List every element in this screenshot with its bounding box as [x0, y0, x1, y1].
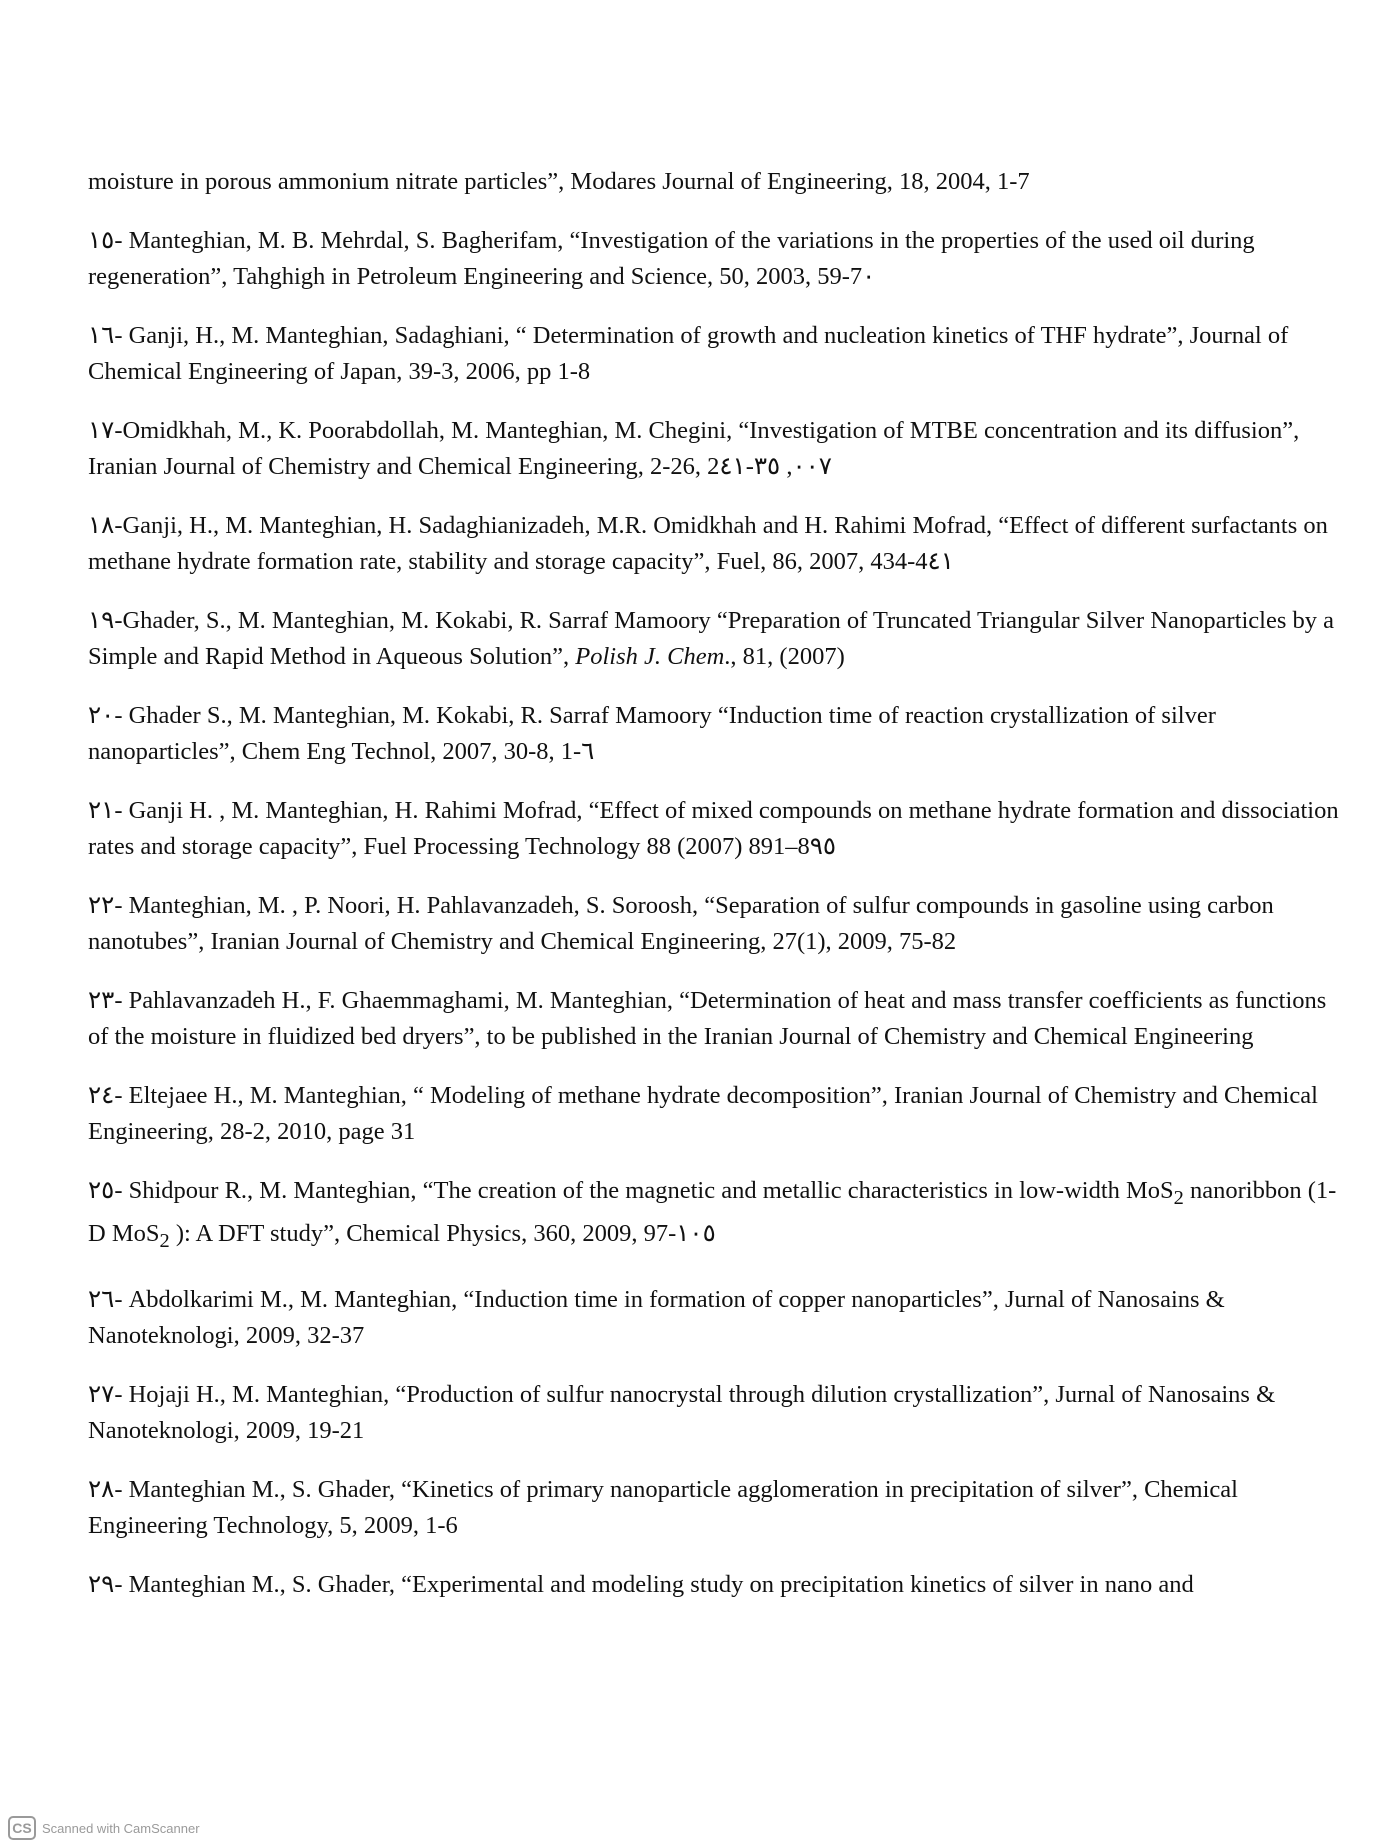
entry-number: ٢١ [88, 797, 115, 824]
entry-number: ١٥ [88, 227, 115, 254]
reference-entry-27 [88, 1377, 1348, 1449]
journal-name-italic: Polish J. Chem [575, 643, 725, 670]
entry-number: ٢٦ [88, 1285, 115, 1313]
subscript-2: 2 [1173, 1186, 1184, 1209]
watermark-text: Scanned with CamScanner [42, 1820, 200, 1836]
entry-text: - Manteghian M., S. Ghader, “Kinetics of primary nanoparticle agglomeration in precipitation of silver”, Chemical Engineering Technology, 5, 2009, 1-6 [88, 1475, 1238, 1539]
entry-text: -Ghader, S., M. Manteghian, M. Kokabi, R. Sarraf Mamoory “Preparation of Truncated Triangular Silver Nanoparticles by a Simple and Rapid Method in Aqueous Solution”, [88, 607, 1335, 670]
entry-text-mid: nanoribbon (1-D MoS [88, 1177, 1337, 1247]
camscanner-logo-icon: CS [8, 1816, 36, 1840]
reference-list [88, 164, 1348, 1626]
subscript-2: 2 [159, 1229, 170, 1252]
entry-text: -Omidkhah, M., K. Poorabdollah, M. Manteghian, M. Chegini, “Investigation of MTBE concentration and its diffusion”, Iranian Journal of Chemistry and Chemical Engineering, 2-26, 2٠٠٧, ٣٥-٤١ [88, 417, 1300, 480]
entry-number: ٢٠ [88, 702, 115, 729]
entry-text: - Manteghian M., S. Ghader, “Experimental and modeling study on precipitation kinetics of silver in nano and [114, 1570, 1194, 1598]
reference-entry-26 [88, 1282, 1348, 1354]
entry-number: ١٦ [88, 322, 115, 349]
entry-text: moisture in porous ammonium nitrate particles”, Modares Journal of Engineering, 18, 2004, 1-7 [88, 168, 1030, 195]
entry-number: ٢٢ [88, 892, 115, 919]
entry-number: ٢٧ [88, 1380, 115, 1408]
reference-entry-28 [88, 1472, 1348, 1544]
entry-text-tail: ): A DFT study”, Chemical Physics, 360, 2009, 97-١٠٥ [169, 1219, 716, 1247]
entry-number: ٢٨ [88, 1475, 115, 1503]
camscanner-watermark [8, 1816, 200, 1840]
reference-entry-21 [88, 793, 1348, 865]
reference-entry-23 [88, 983, 1348, 1055]
entry-number: ٢٣ [88, 987, 115, 1014]
reference-entry-19 [88, 603, 1348, 675]
entry-text: - Eltejaee H., M. Manteghian, “ Modeling of methane hydrate decomposition”, Iranian Journal of Chemistry and Chemical Engineering, 28-2, 2010, page 31 [88, 1082, 1318, 1145]
entry-number: ١٩ [88, 607, 115, 634]
entry-text: - Abdolkarimi M., M. Manteghian, “Induction time in formation of copper nanoparticles”, Jurnal of Nanosains & Nanoteknologi, 2009, 32-37 [88, 1285, 1225, 1349]
reference-entry-22 [88, 888, 1348, 960]
entry-text: - Ganji, H., M. Manteghian, Sadaghiani, “ Determination of growth and nucleation kinetics of THF hydrate”, Journal of Chemical Engineering of Japan, 39-3, 2006, pp 1-8 [88, 322, 1289, 385]
entry-number: ٢٩ [88, 1570, 115, 1598]
reference-entry-16 [88, 318, 1348, 390]
entry-text: - Manteghian, M. B. Mehrdal, S. Bagherifam, “Investigation of the variations in the properties of the used oil during regeneration”, Tahghigh in Petroleum Engineering and Science, 50, 2003, 59-7٠ [88, 227, 1255, 290]
entry-number: ٢٤ [88, 1082, 115, 1109]
reference-entry-15 [88, 223, 1348, 295]
reference-entry-25 [88, 1173, 1348, 1259]
entry-text: - Pahlavanzadeh H., F. Ghaemmaghami, M. Manteghian, “Determination of heat and mass transfer coefficients as functions of the moisture in fluidized bed dryers”, to be published in the Iranian Journal of Chemistry and Chemical Engineering [88, 987, 1327, 1050]
entry-text: - Ganji H. , M. Manteghian, H. Rahimi Mofrad, “Effect of mixed compounds on methane hydrate formation and dissociation rates and storage capacity”, Fuel Processing Technology 88 (2007) 891–8٩٥ [88, 797, 1339, 860]
reference-entry-continued [88, 164, 1348, 200]
entry-number: ١٧ [88, 417, 115, 444]
entry-text: - Ghader S., M. Manteghian, M. Kokabi, R. Sarraf Mamoory “Induction time of reaction crystallization of silver nanoparticles”, Chem Eng Technol, 2007, 30-8, 1-٦ [88, 702, 1216, 765]
reference-entry-17 [88, 413, 1348, 485]
entry-number: ١٨ [88, 512, 115, 539]
entry-number: ٢٥ [88, 1177, 115, 1204]
entry-text: - Shidpour R., M. Manteghian, “The creation of the magnetic and metallic characteristics in low-width MoS [114, 1177, 1174, 1204]
entry-text: - Hojaji H., M. Manteghian, “Production of sulfur nanocrystal through dilution crystallization”, Jurnal of Nanosains & Nanoteknologi, 2009, 19-21 [88, 1380, 1276, 1444]
reference-entry-24 [88, 1078, 1348, 1150]
entry-text-tail: ., 81, (2007) [724, 643, 845, 670]
reference-entry-29 [88, 1567, 1348, 1603]
entry-text: - Manteghian, M. , P. Noori, H. Pahlavanzadeh, S. Soroosh, “Separation of sulfur compounds in gasoline using carbon nanotubes”, Iranian Journal of Chemistry and Chemical Engineering, 27(1), 2009, 75-82 [88, 892, 1274, 955]
reference-entry-20 [88, 698, 1348, 770]
reference-entry-18 [88, 508, 1348, 580]
entry-text: -Ganji, H., M. Manteghian, H. Sadaghianizadeh, M.R. Omidkhah and H. Rahimi Mofrad, “Effect of different surfactants on methane hydrate formation rate, stability and storage capacity”, Fuel, 86, 2007, 434-4٤١ [88, 512, 1328, 575]
